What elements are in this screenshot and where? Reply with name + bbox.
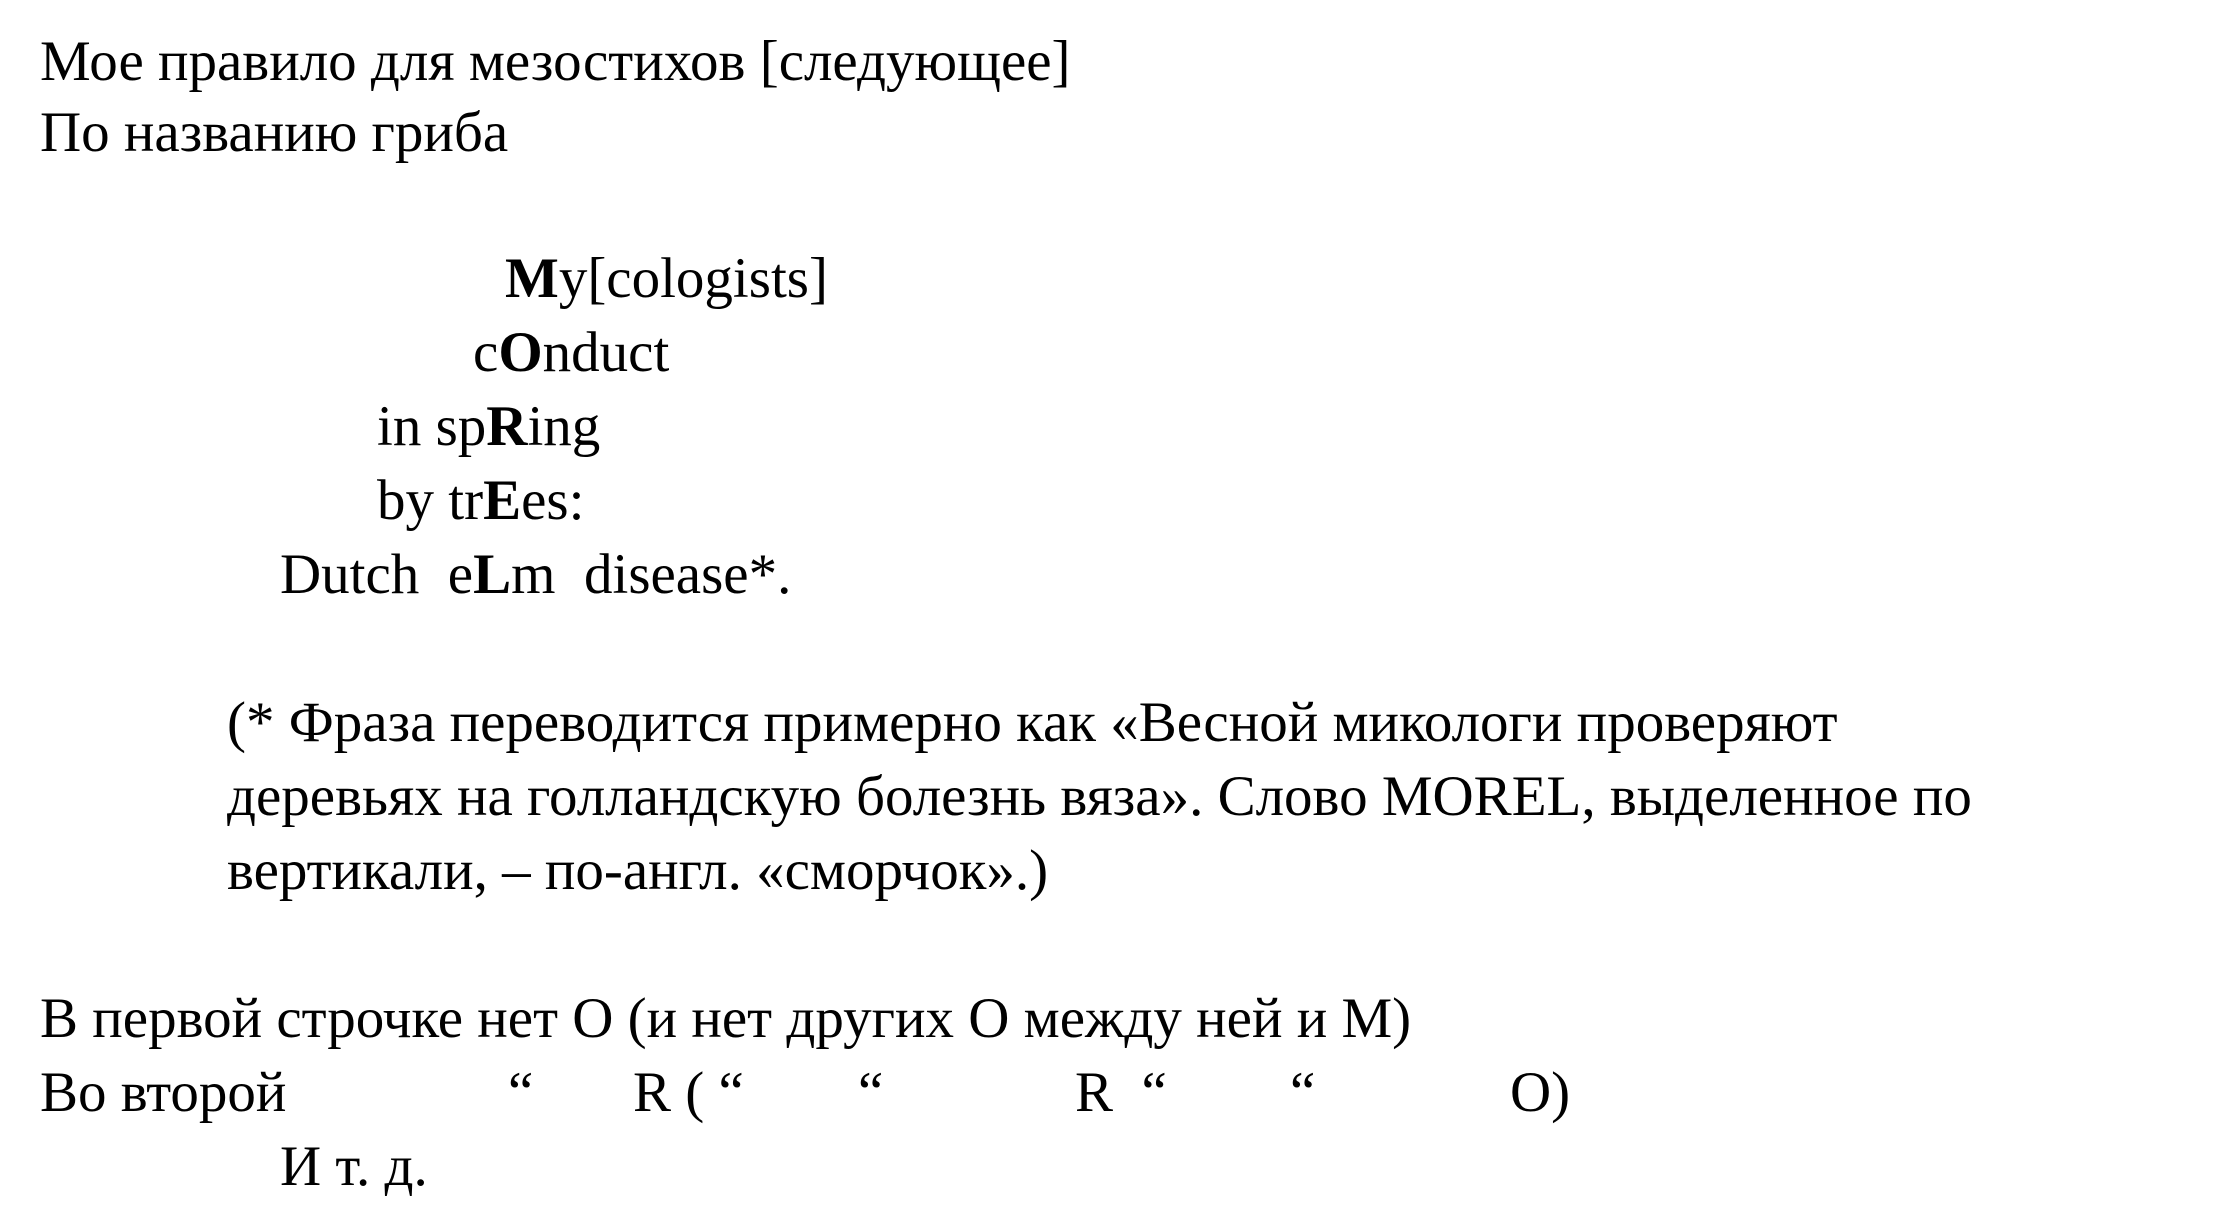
poem-line-4-before: by tr	[377, 469, 484, 532]
poem-line-5-after: m disease*.	[511, 543, 792, 606]
poem-line-2-after: nduct	[542, 321, 670, 384]
poem-line-2-before: c	[473, 321, 499, 384]
poem-line-1-key-letter: M	[505, 247, 559, 310]
note-line-2: деревьях на голландскую болезнь вяза». Слово MOREL, выделенное по	[227, 765, 1972, 828]
intro-line-2: По названию гриба	[40, 101, 509, 164]
rules-line-1: В первой строчке нет О (и нет других О между ней и М)	[40, 987, 1412, 1050]
note-line-1: (* Фраза переводится примерно как «Весной микологи проверяют	[227, 691, 1838, 754]
poem-line-5	[280, 543, 792, 606]
rules-line-2-ditto-3: “	[1290, 1061, 1316, 1124]
rules-line-2-r-1: R ( “	[633, 1061, 744, 1124]
poem-line-1-after: y[cologists]	[558, 247, 828, 310]
poem-line-5-before: Dutch e	[280, 543, 474, 606]
rules-line-2-r-2: R “	[1075, 1061, 1167, 1124]
poem-line-4-key-letter: E	[483, 469, 522, 532]
poem-line-2	[473, 321, 670, 384]
poem-line-3-before: in sp	[377, 395, 487, 458]
intro-line-1: Мое правило для мезостихов [следующее]	[40, 30, 1071, 93]
poem-line-4-after: es:	[521, 469, 585, 532]
poem-line-3-key-letter: R	[486, 395, 528, 458]
poem-line-4	[377, 469, 585, 532]
rules-line-2-label: Во второй	[40, 1061, 287, 1124]
poem-line-2-key-letter: O	[498, 321, 543, 384]
rules-line-2-end: О)	[1510, 1061, 1571, 1124]
rules-line-2-ditto-1: “	[508, 1061, 534, 1124]
poem-line-3	[377, 395, 601, 458]
poem-line-1	[505, 247, 828, 310]
poem-line-5-key-letter: L	[473, 543, 512, 606]
rules-line-2-ditto-2: “	[858, 1061, 884, 1124]
poem-line-3-after: ing	[527, 395, 601, 458]
note-line-3: вертикали, – по-англ. «сморчок».)	[227, 839, 1049, 902]
rules-line-3: И т. д.	[280, 1135, 428, 1198]
